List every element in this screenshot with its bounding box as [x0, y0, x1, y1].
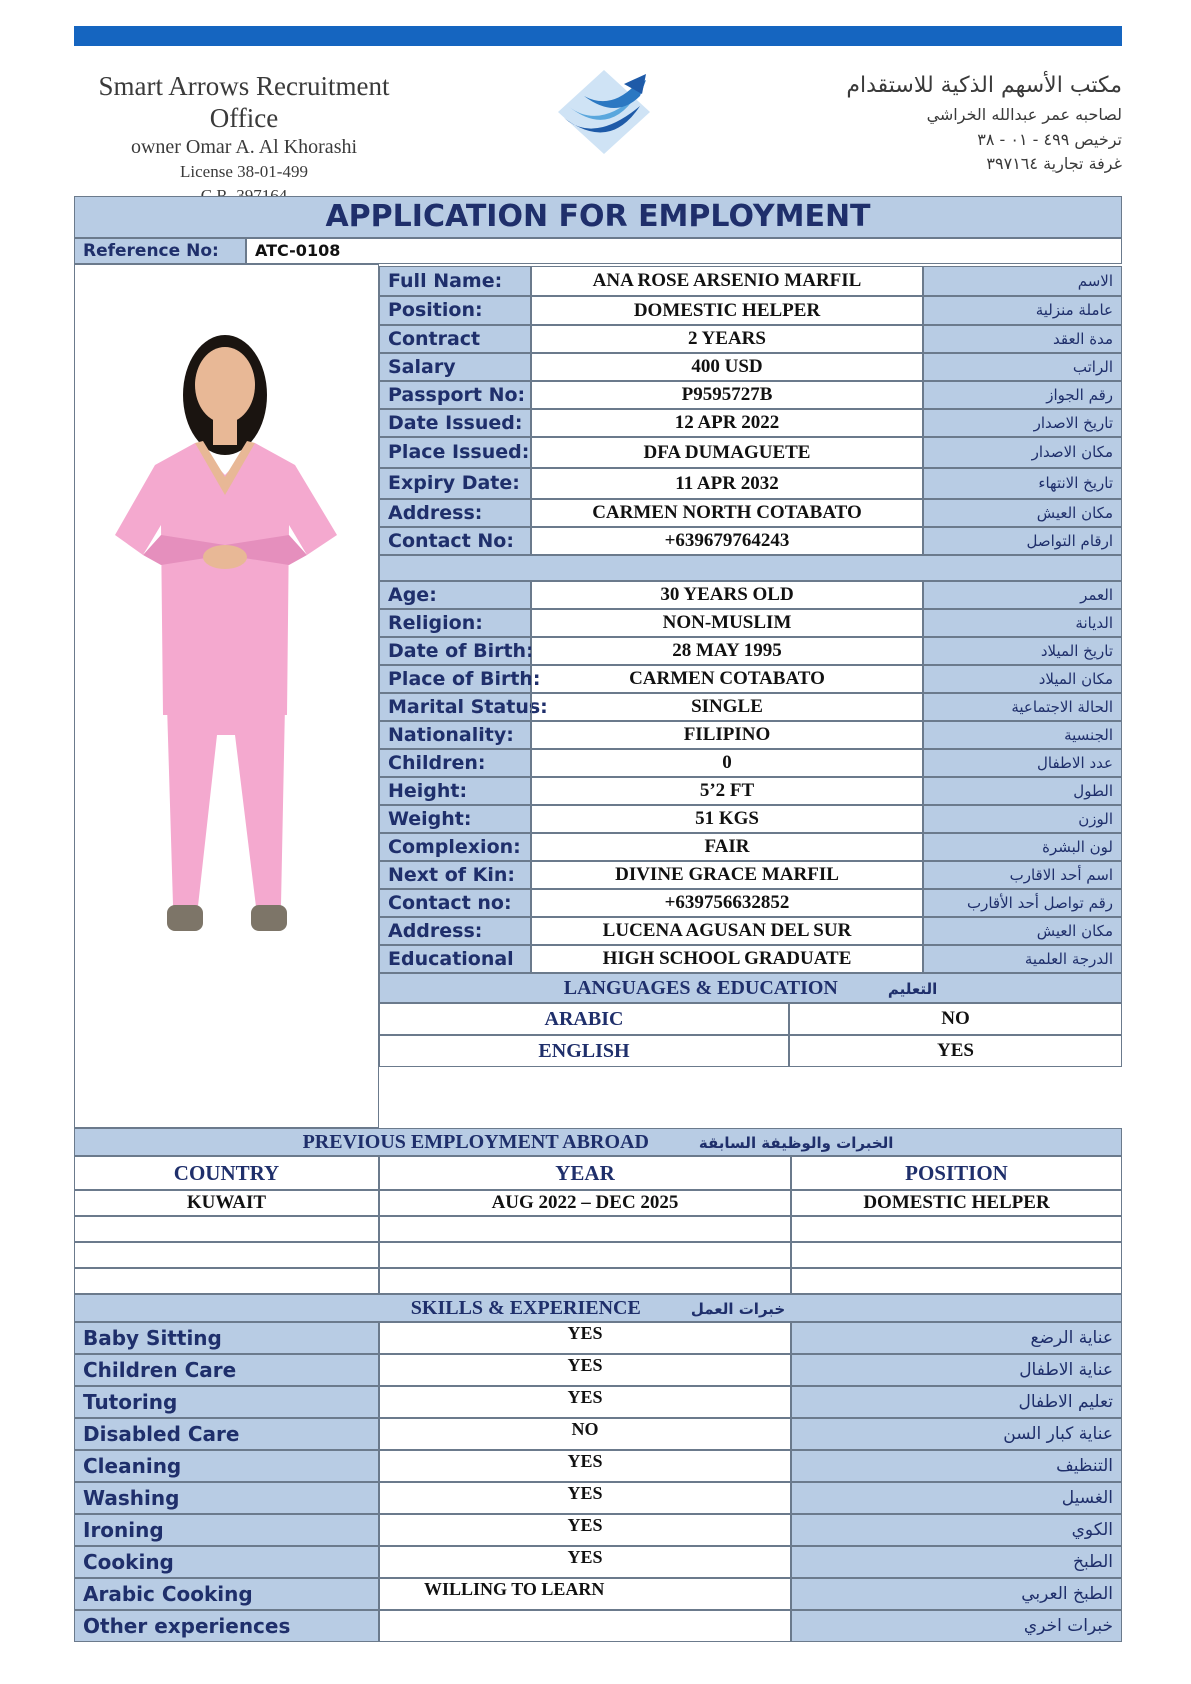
personal-value: 2 YEARS: [531, 325, 923, 353]
skill-arabic: عناية الرضع: [791, 1322, 1122, 1354]
employment-cell: [791, 1242, 1122, 1268]
personal-arabic: مكان الاصدار: [923, 437, 1122, 468]
personal-value: CARMEN NORTH COTABATO: [531, 499, 923, 527]
detail-arabic: الطول: [923, 777, 1122, 805]
detail-label: Place of Birth:: [379, 665, 531, 693]
language-value: NO: [789, 1003, 1122, 1035]
personal-label: Expiry Date:: [379, 468, 531, 499]
skill-label: Cooking: [74, 1546, 379, 1578]
personal-value: 12 APR 2022: [531, 409, 923, 437]
personal-value: DFA DUMAGUETE: [531, 437, 923, 468]
employment-cell: [379, 1268, 791, 1294]
detail-label: Marital Status:: [379, 693, 531, 721]
skills-title-arabic: خبرات العمل: [690, 1300, 786, 1318]
personal-value: 11 APR 2032: [531, 468, 923, 499]
detail-value: HIGH SCHOOL GRADUATE: [531, 945, 923, 973]
detail-label: Address:: [379, 917, 531, 945]
detail-label: Age:: [379, 581, 531, 609]
personal-value: 400 USD: [531, 353, 923, 381]
personal-arabic: تاريخ الانتهاء: [923, 468, 1122, 499]
personal-label: Salary: [379, 353, 531, 381]
skill-arabic: تعليم الاطفال: [791, 1386, 1122, 1418]
detail-value: 5’2 FT: [531, 777, 923, 805]
detail-value: FILIPINO: [531, 721, 923, 749]
skill-arabic: الطبخ العربي: [791, 1578, 1122, 1610]
section-spacer: [379, 555, 1122, 581]
detail-arabic: مكان الميلاد: [923, 665, 1122, 693]
office-license-ar: ترخيص ٤٩٩ - ٠١ - ٣٨: [977, 130, 1122, 149]
personal-arabic: مدة العقد: [923, 325, 1122, 353]
detail-label: Contact no:: [379, 889, 531, 917]
personal-value: P9595727B: [531, 381, 923, 409]
personal-label: Passport No:: [379, 381, 531, 409]
skill-label: Cleaning: [74, 1450, 379, 1482]
skill-value: YES: [379, 1322, 791, 1354]
detail-arabic: الحالة الاجتماعية: [923, 693, 1122, 721]
personal-value: ANA ROSE ARSENIO MARFIL: [531, 266, 923, 296]
skill-arabic: الكوي: [791, 1514, 1122, 1546]
skill-value: YES: [379, 1514, 791, 1546]
employment-cell: [74, 1268, 379, 1294]
detail-value: 28 MAY 1995: [531, 637, 923, 665]
detail-arabic: الدرجة العلمية: [923, 945, 1122, 973]
skill-label: Children Care: [74, 1354, 379, 1386]
detail-label: Height:: [379, 777, 531, 805]
header-top-bar: [74, 26, 1122, 46]
skill-value: WILLING TO LEARN: [379, 1578, 791, 1610]
reference-value: ATC-0108: [246, 238, 1122, 264]
employment-cell: [791, 1216, 1122, 1242]
detail-label: Next of Kin:: [379, 861, 531, 889]
employment-cell: [74, 1242, 379, 1268]
applicant-photo: [74, 264, 379, 1128]
skill-value: YES: [379, 1450, 791, 1482]
skill-label: Tutoring: [74, 1386, 379, 1418]
skill-value: NO: [379, 1418, 791, 1450]
skills-title: SKILLS & EXPERIENCE: [410, 1297, 641, 1319]
personal-label: Contact No:: [379, 527, 531, 555]
detail-arabic: تاريخ الميلاد: [923, 637, 1122, 665]
employment-cell: [74, 1216, 379, 1242]
detail-value: CARMEN COTABATO: [531, 665, 923, 693]
office-owner-ar: لصاحبه عمر عبدالله الخراشي: [926, 105, 1122, 124]
office-name: Smart Arrows Recruitment Office: [98, 71, 390, 133]
skill-value: YES: [379, 1546, 791, 1578]
office-owner: owner Omar A. Al Khorashi: [130, 136, 358, 158]
employment-column-header: POSITION: [791, 1156, 1122, 1190]
personal-value: +639679764243: [531, 527, 923, 555]
language-value: YES: [789, 1035, 1122, 1067]
detail-value: LUCENA AGUSAN DEL SUR: [531, 917, 923, 945]
personal-arabic: تاريخ الاصدار: [923, 409, 1122, 437]
detail-value: 30 YEARS OLD: [531, 581, 923, 609]
personal-arabic: عاملة منزلية: [923, 296, 1122, 325]
skill-arabic: عناية الاطفال: [791, 1354, 1122, 1386]
detail-arabic: العمر: [923, 581, 1122, 609]
skill-label: Disabled Care: [74, 1418, 379, 1450]
skill-arabic: الطبخ: [791, 1546, 1122, 1578]
employment-cell: DOMESTIC HELPER: [791, 1190, 1122, 1216]
office-name-arabic: [760, 70, 1122, 176]
skill-label: Other experiences: [74, 1610, 379, 1642]
skill-label: Baby Sitting: [74, 1322, 379, 1354]
detail-value: 51 KGS: [531, 805, 923, 833]
detail-value: SINGLE: [531, 693, 923, 721]
detail-value: +639756632852: [531, 889, 923, 917]
detail-arabic: الجنسية: [923, 721, 1122, 749]
employment-cell: [379, 1216, 791, 1242]
office-license: License 38-01-499: [180, 162, 308, 181]
personal-label: Date Issued:: [379, 409, 531, 437]
detail-label: Nationality:: [379, 721, 531, 749]
office-name-english: [74, 70, 414, 208]
office-name-ar: مكتب الأسهم الذكية للاستقدام: [846, 73, 1122, 98]
detail-arabic: الوزن: [923, 805, 1122, 833]
detail-arabic: عدد الاطفال: [923, 749, 1122, 777]
personal-arabic: مكان العيش: [923, 499, 1122, 527]
detail-label: Children:: [379, 749, 531, 777]
personal-label: Contract: [379, 325, 531, 353]
skill-value: YES: [379, 1354, 791, 1386]
employment-cell: KUWAIT: [74, 1190, 379, 1216]
arrow-logo-icon: [554, 66, 654, 158]
office-cr-ar: غرفة تجارية ٣٩٧١٦٤: [986, 154, 1122, 173]
detail-value: DIVINE GRACE MARFIL: [531, 861, 923, 889]
skill-arabic: خبرات اخري: [791, 1610, 1122, 1642]
personal-arabic: الاسم: [923, 266, 1122, 296]
language-name: ENGLISH: [379, 1035, 789, 1067]
detail-arabic: مكان العيش: [923, 917, 1122, 945]
detail-arabic: الديانة: [923, 609, 1122, 637]
personal-arabic: رقم الجواز: [923, 381, 1122, 409]
skill-value: [379, 1610, 791, 1642]
languages-header: [379, 973, 1122, 1003]
personal-label: Place Issued:: [379, 437, 531, 468]
skill-arabic: عناية كبار السن: [791, 1418, 1122, 1450]
languages-title: LANGUAGES & EDUCATION: [563, 977, 838, 999]
detail-arabic: اسم أحد الاقارب: [923, 861, 1122, 889]
form-title: APPLICATION FOR EMPLOYMENT: [74, 196, 1122, 238]
detail-label: Religion:: [379, 609, 531, 637]
skill-label: Arabic Cooking: [74, 1578, 379, 1610]
detail-label: Weight:: [379, 805, 531, 833]
skill-label: Washing: [74, 1482, 379, 1514]
language-name: ARABIC: [379, 1003, 789, 1035]
employment-header: [74, 1128, 1122, 1156]
detail-arabic: لون البشرة: [923, 833, 1122, 861]
employment-column-header: COUNTRY: [74, 1156, 379, 1190]
skills-header: [74, 1294, 1122, 1322]
detail-value: FAIR: [531, 833, 923, 861]
languages-title-arabic: التعليم: [887, 980, 938, 998]
employment-title-arabic: الخبرات والوظيفة السابقة: [698, 1134, 894, 1152]
employment-cell: [791, 1268, 1122, 1294]
detail-label: Date of Birth:: [379, 637, 531, 665]
personal-arabic: الراتب: [923, 353, 1122, 381]
detail-label: Complexion:: [379, 833, 531, 861]
employment-cell: AUG 2022 – DEC 2025: [379, 1190, 791, 1216]
employment-title: PREVIOUS EMPLOYMENT ABROAD: [302, 1131, 649, 1153]
detail-label: Educational: [379, 945, 531, 973]
personal-label: Position:: [379, 296, 531, 325]
employment-cell: [379, 1242, 791, 1268]
personal-label: Address:: [379, 499, 531, 527]
skill-arabic: الغسيل: [791, 1482, 1122, 1514]
employment-column-header: YEAR: [379, 1156, 791, 1190]
personal-value: DOMESTIC HELPER: [531, 296, 923, 325]
detail-arabic: رقم تواصل أحد الأقارب: [923, 889, 1122, 917]
skill-value: YES: [379, 1386, 791, 1418]
skill-arabic: التنظيف: [791, 1450, 1122, 1482]
personal-arabic: ارقام التواصل: [923, 527, 1122, 555]
personal-label: Full Name:: [379, 266, 531, 296]
detail-value: NON-MUSLIM: [531, 609, 923, 637]
reference-label: Reference No:: [74, 238, 246, 264]
skill-value: YES: [379, 1482, 791, 1514]
skill-label: Ironing: [74, 1514, 379, 1546]
detail-value: 0: [531, 749, 923, 777]
